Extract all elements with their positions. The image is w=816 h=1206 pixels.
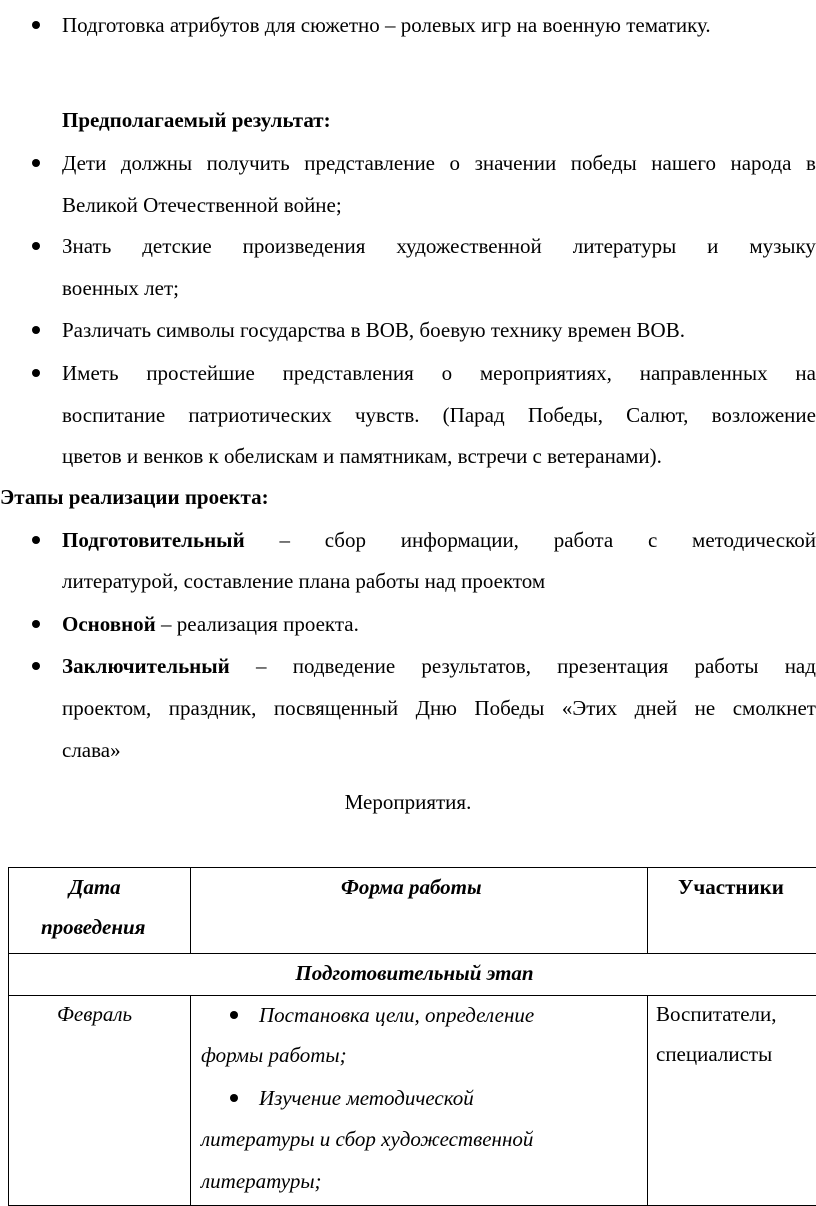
header-date-line: проведения	[41, 915, 146, 939]
section-heading-result: Предполагаемый результат:	[62, 108, 331, 132]
bullet-icon	[230, 1011, 238, 1019]
header-cell-date	[9, 868, 191, 954]
list-item-line: Заключительный – подведение результатов, презентация работы над	[62, 654, 816, 678]
header-cell-form	[191, 868, 648, 954]
participants-line: Воспитатели,	[656, 1002, 777, 1026]
header-participants: Участники	[678, 875, 784, 899]
list-item-line: Различать символы государства в ВОВ, боевую технику времен ВОВ.	[62, 318, 685, 342]
header-cell-participants	[648, 868, 816, 954]
list-item-line: Иметь простейшие представления о мероприятиях, направленных на	[62, 361, 816, 385]
bullet-icon	[32, 21, 40, 29]
form-cell	[191, 996, 648, 1206]
list-item-line: проектом, праздник, посвященный Дню Победы «Этих дней не смолкнет	[62, 696, 816, 720]
table-section-row	[9, 954, 816, 996]
events-title: Мероприятия.	[344, 790, 472, 814]
list-item-line: воспитание патриотических чувств. (Парад Победы, Салют, возложение	[62, 403, 816, 427]
date-value: Февраль	[57, 1002, 133, 1026]
bullet-icon	[32, 242, 40, 250]
list-item-line: военных лет;	[62, 276, 179, 300]
list-item-line: Основной – реализация проекта.	[62, 612, 359, 636]
list-item-line: Дети должны получить представление о значении победы нашего народа в	[62, 151, 816, 175]
form-item-line: формы работы;	[201, 1043, 347, 1067]
form-item-line: литературы и сбор художественной	[201, 1127, 534, 1151]
header-form: Форма работы	[341, 875, 482, 899]
bullet-icon	[32, 326, 40, 334]
header-date-line: Дата	[69, 875, 121, 899]
bullet-icon	[32, 159, 40, 167]
table-row	[9, 996, 816, 1206]
list-item-line: Подготовительный – сбор информации, работа с методической	[62, 528, 816, 552]
list-item-line: Великой Отечественной войне;	[62, 193, 342, 217]
participants-cell	[648, 996, 816, 1206]
table-header-row	[9, 868, 816, 954]
section-heading-stages: Этапы реализации проекта:	[0, 485, 269, 509]
bullet-icon	[32, 620, 40, 628]
list-item-line: цветов и венков к обелискам и памятникам, встречи с ветеранами).	[62, 444, 662, 468]
bullet-icon	[32, 662, 40, 670]
section-cell	[9, 954, 816, 996]
bullet-icon	[32, 536, 40, 544]
form-item-line: литературы;	[201, 1169, 322, 1193]
list-item-line: слава»	[62, 738, 121, 762]
events-table	[8, 867, 816, 1206]
bullet-icon	[230, 1094, 238, 1102]
section-title: Подготовительный этап	[295, 961, 534, 985]
participants-line: специалисты	[656, 1042, 773, 1066]
form-item-line: Изучение методической	[259, 1086, 474, 1110]
list-item-line: литературой, составление плана работы над проектом	[62, 569, 546, 593]
date-cell	[9, 996, 191, 1206]
list-item: Подготовка атрибутов для сюжетно – ролевых игр на военную тематику.	[62, 13, 711, 37]
form-item-line: Постановка цели, определение	[259, 1003, 535, 1027]
list-item-line: Знать детские произведения художественной литературы и музыку	[62, 234, 816, 258]
bullet-icon	[32, 369, 40, 377]
